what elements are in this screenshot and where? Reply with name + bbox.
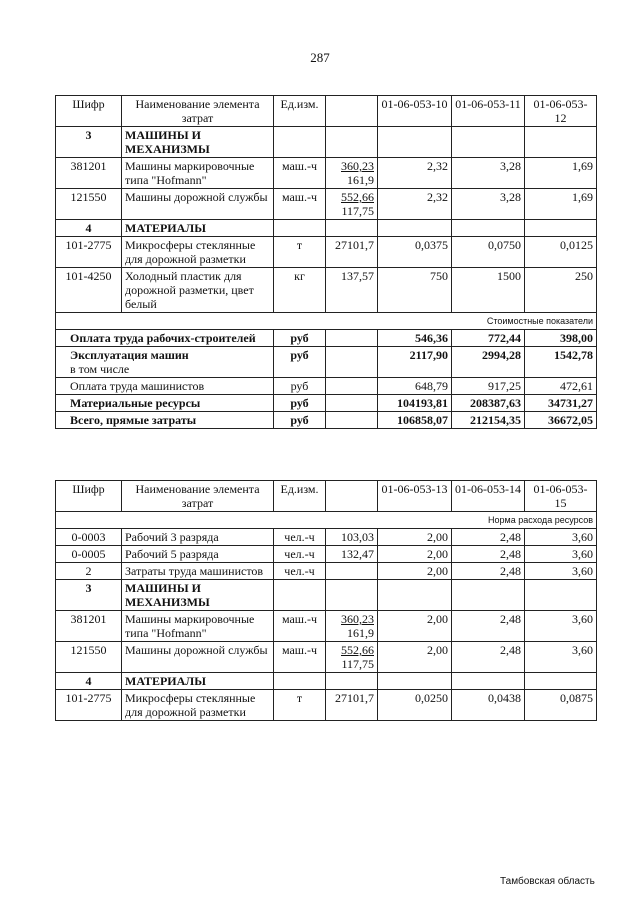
- empty-cell: [326, 395, 378, 412]
- row-unit: т: [274, 690, 326, 721]
- row-price: 137,57: [326, 268, 378, 313]
- row-value: 750: [378, 268, 452, 313]
- row-code: 101-2775: [56, 237, 122, 268]
- row-name: Рабочий 3 разряда: [122, 529, 274, 546]
- row-unit: маш.-ч: [274, 189, 326, 220]
- empty-cell: [525, 580, 597, 611]
- summary-name: [56, 412, 274, 429]
- row-value: 3,60: [525, 529, 597, 546]
- summary-label: Всего, прямые затраты: [70, 413, 197, 427]
- summary-value: 104193,81: [378, 395, 452, 412]
- empty-cell: [525, 673, 597, 690]
- table-row: [56, 546, 597, 563]
- row-price: [326, 563, 378, 580]
- row-code: 3: [56, 580, 122, 611]
- row-name: МАТЕРИАЛЫ: [122, 220, 274, 237]
- row-value: 0,0750: [452, 237, 525, 268]
- row-unit: маш.-ч: [274, 158, 326, 189]
- row-value: 2,32: [378, 189, 452, 220]
- row-value: 1,69: [525, 189, 597, 220]
- table-row: [56, 158, 597, 189]
- region-footer: Тамбовская область: [500, 876, 595, 887]
- header-column-code: 01-06-053-11: [452, 96, 525, 127]
- empty-cell: [274, 220, 326, 237]
- row-price: 103,03: [326, 529, 378, 546]
- header-row: [56, 96, 597, 127]
- row-value: 2,48: [452, 529, 525, 546]
- row-code: 101-2775: [56, 690, 122, 721]
- row-value: 2,00: [378, 563, 452, 580]
- section-label-row: [56, 512, 597, 529]
- summary-label: Эксплуатация машин: [70, 348, 189, 362]
- row-code: 4: [56, 673, 122, 690]
- row-code: 0-0005: [56, 546, 122, 563]
- page-number: 287: [310, 50, 330, 65]
- summary-row: [56, 412, 597, 429]
- summary-name: [56, 347, 274, 378]
- cost-table-1: [55, 95, 597, 429]
- header-price: [326, 481, 378, 512]
- row-value: 2,48: [452, 546, 525, 563]
- price-wage: 117,75: [341, 657, 374, 671]
- header-price: [326, 96, 378, 127]
- row-unit: чел.-ч: [274, 563, 326, 580]
- empty-cell: [452, 673, 525, 690]
- summary-row: [56, 395, 597, 412]
- empty-cell: [452, 127, 525, 158]
- header-row: [56, 481, 597, 512]
- row-name: МАТЕРИАЛЫ: [122, 673, 274, 690]
- summary-label: Оплата труда рабочих-строителей: [70, 331, 256, 345]
- header-column-code: 01-06-053-10: [378, 96, 452, 127]
- header-column-code: 01-06-053-14: [452, 481, 525, 512]
- table-row: [56, 580, 597, 611]
- price-wage: 161,9: [347, 173, 374, 187]
- price-wage: 161,9: [347, 626, 374, 640]
- row-value: 3,60: [525, 546, 597, 563]
- price-main: 360,23: [341, 612, 374, 626]
- row-value: 3,28: [452, 189, 525, 220]
- summary-value: 106858,07: [378, 412, 452, 429]
- header-code: Шифр: [56, 96, 122, 127]
- row-unit: маш.-ч: [274, 642, 326, 673]
- empty-cell: [378, 580, 452, 611]
- summary-sublabel: в том числе: [70, 362, 130, 376]
- summary-name: [56, 395, 274, 412]
- header-code: Шифр: [56, 481, 122, 512]
- row-unit: маш.-ч: [274, 611, 326, 642]
- summary-row: [56, 378, 597, 395]
- section-label: Норма расхода ресурсов: [56, 512, 597, 529]
- summary-value: 772,44: [452, 330, 525, 347]
- empty-cell: [326, 412, 378, 429]
- summary-unit: руб: [274, 412, 326, 429]
- empty-cell: [326, 673, 378, 690]
- summary-label: Материальные ресурсы: [70, 396, 201, 410]
- row-price: 27101,7: [326, 690, 378, 721]
- summary-value: 398,00: [525, 330, 597, 347]
- summary-name: [56, 378, 274, 395]
- summary-value: 2117,90: [378, 347, 452, 378]
- row-name: Машины дорожной службы: [122, 189, 274, 220]
- row-value: 0,0875: [525, 690, 597, 721]
- row-value: 3,28: [452, 158, 525, 189]
- table-row: [56, 690, 597, 721]
- table-row: [56, 237, 597, 268]
- summary-row: [56, 330, 597, 347]
- summary-value: 546,36: [378, 330, 452, 347]
- row-name: Машины маркировочные типа "Hofmann": [122, 158, 274, 189]
- price-main: 552,66: [341, 190, 374, 204]
- row-price: [326, 158, 378, 189]
- row-unit: чел.-ч: [274, 529, 326, 546]
- row-name: МАШИНЫ И МЕХАНИЗМЫ: [122, 127, 274, 158]
- row-price: [326, 611, 378, 642]
- row-code: 4: [56, 220, 122, 237]
- row-code: 121550: [56, 189, 122, 220]
- row-value: 3,60: [525, 611, 597, 642]
- summary-row: [56, 347, 597, 378]
- empty-cell: [378, 220, 452, 237]
- table-row: [56, 673, 597, 690]
- summary-unit: руб: [274, 330, 326, 347]
- summary-unit: руб: [274, 378, 326, 395]
- empty-cell: [326, 378, 378, 395]
- empty-cell: [326, 127, 378, 158]
- row-code: 101-4250: [56, 268, 122, 313]
- header-name: Наименование элемента затрат: [122, 481, 274, 512]
- table-row: [56, 268, 597, 313]
- empty-cell: [326, 580, 378, 611]
- row-value: 3,60: [525, 563, 597, 580]
- row-value: 2,48: [452, 642, 525, 673]
- row-value: 0,0375: [378, 237, 452, 268]
- row-value: 2,00: [378, 611, 452, 642]
- table-row: [56, 563, 597, 580]
- row-unit: чел.-ч: [274, 546, 326, 563]
- row-unit: т: [274, 237, 326, 268]
- row-name: Затраты труда машинистов: [122, 563, 274, 580]
- price-main: 552,66: [341, 643, 374, 657]
- row-value: 2,48: [452, 563, 525, 580]
- empty-cell: [452, 580, 525, 611]
- row-value: 1500: [452, 268, 525, 313]
- table-row: [56, 127, 597, 158]
- row-name: Микросферы стеклянные для дорожной разметки: [122, 690, 274, 721]
- summary-value: 2994,28: [452, 347, 525, 378]
- empty-cell: [326, 220, 378, 237]
- table-row: [56, 642, 597, 673]
- empty-cell: [274, 580, 326, 611]
- empty-cell: [274, 127, 326, 158]
- summary-value: 34731,27: [525, 395, 597, 412]
- summary-value: 212154,35: [452, 412, 525, 429]
- table-row: [56, 529, 597, 546]
- row-value: 0,0125: [525, 237, 597, 268]
- cost-table-2: [55, 480, 597, 721]
- row-code: 3: [56, 127, 122, 158]
- row-name: Машины дорожной службы: [122, 642, 274, 673]
- summary-value: 917,25: [452, 378, 525, 395]
- table-row: [56, 220, 597, 237]
- section-label: Стоимостные показатели: [56, 313, 597, 330]
- row-value: 2,32: [378, 158, 452, 189]
- empty-cell: [378, 127, 452, 158]
- row-code: 121550: [56, 642, 122, 673]
- header-column-code: 01-06-053-12: [525, 96, 597, 127]
- empty-cell: [326, 347, 378, 378]
- row-price: [326, 189, 378, 220]
- row-value: 2,00: [378, 529, 452, 546]
- summary-label: Оплата труда машинистов: [70, 379, 205, 393]
- summary-value: 472,61: [525, 378, 597, 395]
- row-price: [326, 642, 378, 673]
- row-value: 2,48: [452, 611, 525, 642]
- row-name: Микросферы стеклянные для дорожной разметки: [122, 237, 274, 268]
- empty-cell: [326, 330, 378, 347]
- header-column-code: 01-06-053-13: [378, 481, 452, 512]
- row-code: 381201: [56, 158, 122, 189]
- summary-unit: руб: [274, 395, 326, 412]
- empty-cell: [452, 220, 525, 237]
- header-column-code: 01-06-053-15: [525, 481, 597, 512]
- price-wage: 117,75: [341, 204, 374, 218]
- summary-value: 648,79: [378, 378, 452, 395]
- row-value: 250: [525, 268, 597, 313]
- row-name: Машины маркировочные типа "Hofmann": [122, 611, 274, 642]
- empty-cell: [274, 673, 326, 690]
- summary-value: 1542,78: [525, 347, 597, 378]
- header-name: Наименование элемента затрат: [122, 96, 274, 127]
- summary-value: 36672,05: [525, 412, 597, 429]
- row-value: 2,00: [378, 642, 452, 673]
- row-value: 1,69: [525, 158, 597, 189]
- table-row: [56, 189, 597, 220]
- empty-cell: [525, 220, 597, 237]
- price-main: 360,23: [341, 159, 374, 173]
- summary-value: 208387,63: [452, 395, 525, 412]
- row-code: 0-0003: [56, 529, 122, 546]
- row-value: 3,60: [525, 642, 597, 673]
- row-code: 381201: [56, 611, 122, 642]
- row-value: 0,0438: [452, 690, 525, 721]
- row-unit: кг: [274, 268, 326, 313]
- header-unit: Ед.изм.: [274, 96, 326, 127]
- row-name: МАШИНЫ И МЕХАНИЗМЫ: [122, 580, 274, 611]
- summary-name: [56, 330, 274, 347]
- row-name: Рабочий 5 разряда: [122, 546, 274, 563]
- row-name: Холодный пластик для дорожной разметки, цвет белый: [122, 268, 274, 313]
- row-value: 0,0250: [378, 690, 452, 721]
- empty-cell: [378, 673, 452, 690]
- row-code: 2: [56, 563, 122, 580]
- row-value: 2,00: [378, 546, 452, 563]
- row-price: 27101,7: [326, 237, 378, 268]
- summary-unit: руб: [274, 347, 326, 378]
- table-row: [56, 611, 597, 642]
- section-label-row: [56, 313, 597, 330]
- empty-cell: [525, 127, 597, 158]
- row-price: 132,47: [326, 546, 378, 563]
- header-unit: Ед.изм.: [274, 481, 326, 512]
